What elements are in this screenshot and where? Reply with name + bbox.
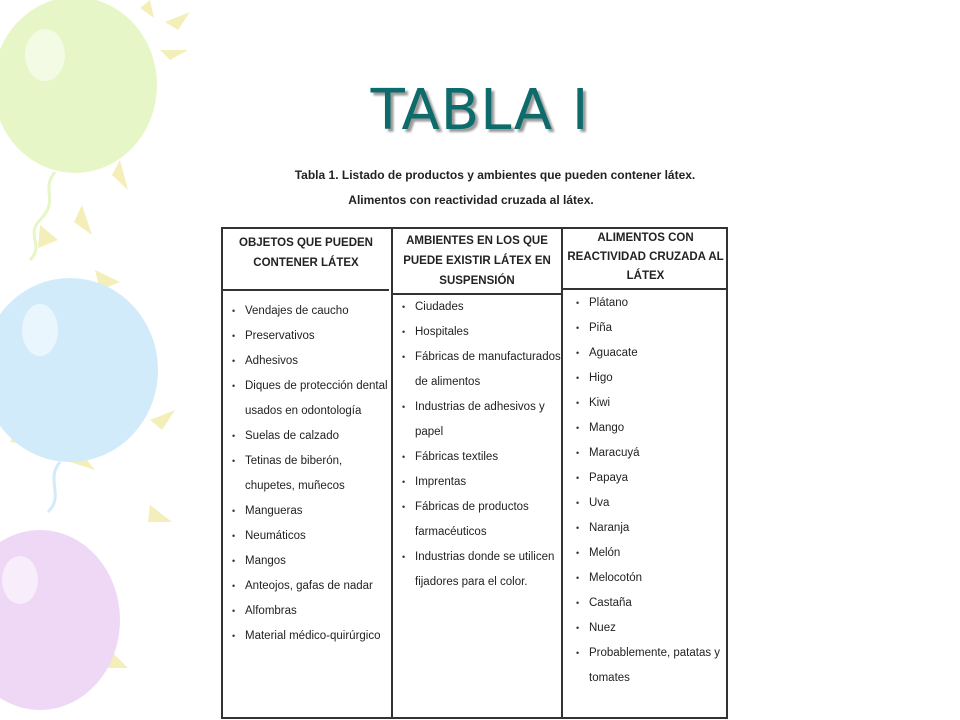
column-header-line: SUSPENSIÓN bbox=[439, 275, 515, 287]
column-objects bbox=[223, 229, 389, 717]
list-item bbox=[223, 549, 389, 574]
item-list bbox=[563, 291, 728, 691]
list-item bbox=[393, 445, 561, 470]
column-header-line: AMBIENTES EN LOS QUE bbox=[406, 235, 548, 247]
list-item bbox=[223, 524, 389, 549]
column-header-line: CONTENER LÁTEX bbox=[253, 257, 359, 269]
list-item-text: • Fábricas textiles bbox=[415, 451, 499, 463]
item-list bbox=[223, 299, 389, 649]
list-item-text: • Papaya bbox=[589, 472, 629, 484]
table-caption-line2: Alimentos con reactividad cruzada al látex. bbox=[348, 193, 594, 207]
list-item bbox=[223, 624, 389, 649]
list-item-text: • Melocotón bbox=[589, 572, 643, 584]
list-item bbox=[563, 316, 728, 341]
list-item-text: • Mangos bbox=[245, 555, 286, 567]
list-item-text: • Mango bbox=[589, 422, 625, 434]
list-item bbox=[563, 391, 728, 416]
list-item-text: • Mangueras bbox=[245, 505, 303, 517]
list-item-text: • Piña bbox=[589, 322, 613, 334]
list-item-text: • Probablemente, patatas y bbox=[589, 647, 721, 659]
list-item bbox=[563, 441, 728, 466]
list-item-text: • Fábricas de manufacturados bbox=[415, 351, 561, 363]
column-header bbox=[393, 229, 561, 295]
list-item-text: • Ciudades bbox=[415, 301, 464, 313]
list-item-text: • Preservativos bbox=[245, 330, 315, 342]
list-item-text: • Industrias donde se utilicen bbox=[415, 551, 555, 563]
list-item bbox=[223, 599, 389, 624]
list-item bbox=[563, 516, 728, 541]
list-item bbox=[223, 349, 389, 374]
list-item-text: usados en odontología bbox=[245, 405, 362, 417]
list-item bbox=[223, 374, 389, 424]
list-item-text: • Fábricas de productos bbox=[415, 501, 529, 513]
list-item-text: chupetes, muñecos bbox=[245, 480, 345, 492]
list-item-text: • Naranja bbox=[589, 522, 630, 534]
list-item-text: • Vendajes de caucho bbox=[245, 305, 349, 317]
list-item-text: • Castaña bbox=[589, 597, 632, 609]
blue-balloon-decoration bbox=[0, 278, 158, 512]
list-item bbox=[563, 341, 728, 366]
list-item bbox=[393, 470, 561, 495]
list-item bbox=[223, 424, 389, 449]
column-header bbox=[223, 229, 389, 291]
list-item bbox=[563, 541, 728, 566]
list-item bbox=[563, 641, 728, 691]
list-item bbox=[563, 416, 728, 441]
list-item-text: • Nuez bbox=[589, 622, 616, 634]
column-foods bbox=[561, 229, 728, 717]
list-item-text: • Uva bbox=[589, 497, 610, 509]
list-item bbox=[563, 566, 728, 591]
list-item-text: farmacéuticos bbox=[415, 526, 487, 538]
list-item-text: tomates bbox=[589, 672, 630, 684]
list-item bbox=[393, 545, 561, 595]
list-item-text: • Alfombras bbox=[245, 605, 297, 617]
list-item bbox=[563, 291, 728, 316]
list-item-text: • Melón bbox=[589, 547, 621, 559]
list-item bbox=[563, 591, 728, 616]
list-item bbox=[223, 324, 389, 349]
list-item bbox=[563, 466, 728, 491]
list-item bbox=[223, 299, 389, 324]
list-item-text: • Higo bbox=[589, 372, 613, 384]
list-item-text: • Hospitales bbox=[415, 326, 469, 338]
column-header-line: REACTIVIDAD CRUZADA AL bbox=[567, 251, 724, 263]
list-item-text: • Plátano bbox=[589, 297, 629, 309]
list-item bbox=[393, 295, 561, 320]
item-list bbox=[393, 295, 561, 595]
list-item bbox=[223, 499, 389, 524]
list-item-text: • Anteojos, gafas de nadar bbox=[245, 580, 373, 592]
column-header-line: ALIMENTOS CON bbox=[597, 232, 694, 244]
purple-balloon-decoration bbox=[0, 530, 120, 710]
list-item bbox=[393, 320, 561, 345]
list-item bbox=[393, 495, 561, 545]
column-header bbox=[563, 229, 728, 290]
list-item-text: • Suelas de calzado bbox=[245, 430, 339, 442]
table-caption-line1: Tabla 1. Listado de productos y ambientes que pueden contener látex. bbox=[294, 168, 696, 182]
list-item-text: • Industrias de adhesivos y bbox=[415, 401, 545, 413]
list-item-text: fijadores para el color. bbox=[415, 576, 528, 588]
list-item-text: • Adhesivos bbox=[245, 355, 299, 367]
list-item-text: • Tetinas de biberón, bbox=[245, 455, 343, 467]
list-item bbox=[393, 345, 561, 395]
list-item-text: papel bbox=[415, 426, 444, 438]
list-item bbox=[563, 366, 728, 391]
list-item-text: • Kiwi bbox=[589, 397, 611, 409]
list-item bbox=[223, 574, 389, 599]
list-item bbox=[563, 616, 728, 641]
list-item-text: • Material médico-quirúrgico bbox=[245, 630, 381, 642]
column-environments bbox=[391, 229, 561, 717]
column-header-line: OBJETOS QUE PUEDEN bbox=[239, 237, 373, 249]
list-item bbox=[393, 395, 561, 445]
list-item bbox=[563, 491, 728, 516]
list-item-text: • Imprentas bbox=[415, 476, 467, 488]
list-item bbox=[223, 449, 389, 499]
list-item-text: de alimentos bbox=[415, 376, 481, 388]
list-item-text: • Aguacate bbox=[589, 347, 638, 359]
column-header-line: PUEDE EXISTIR LÁTEX EN bbox=[403, 255, 551, 267]
slide-title: TABLA I bbox=[370, 78, 590, 143]
column-header-line: LÁTEX bbox=[626, 270, 665, 282]
latex-table bbox=[221, 227, 728, 719]
list-item-text: • Neumáticos bbox=[245, 530, 306, 542]
list-item-text: • Maracuyá bbox=[589, 447, 640, 459]
list-item-text: • Diques de protección dental bbox=[245, 380, 388, 392]
